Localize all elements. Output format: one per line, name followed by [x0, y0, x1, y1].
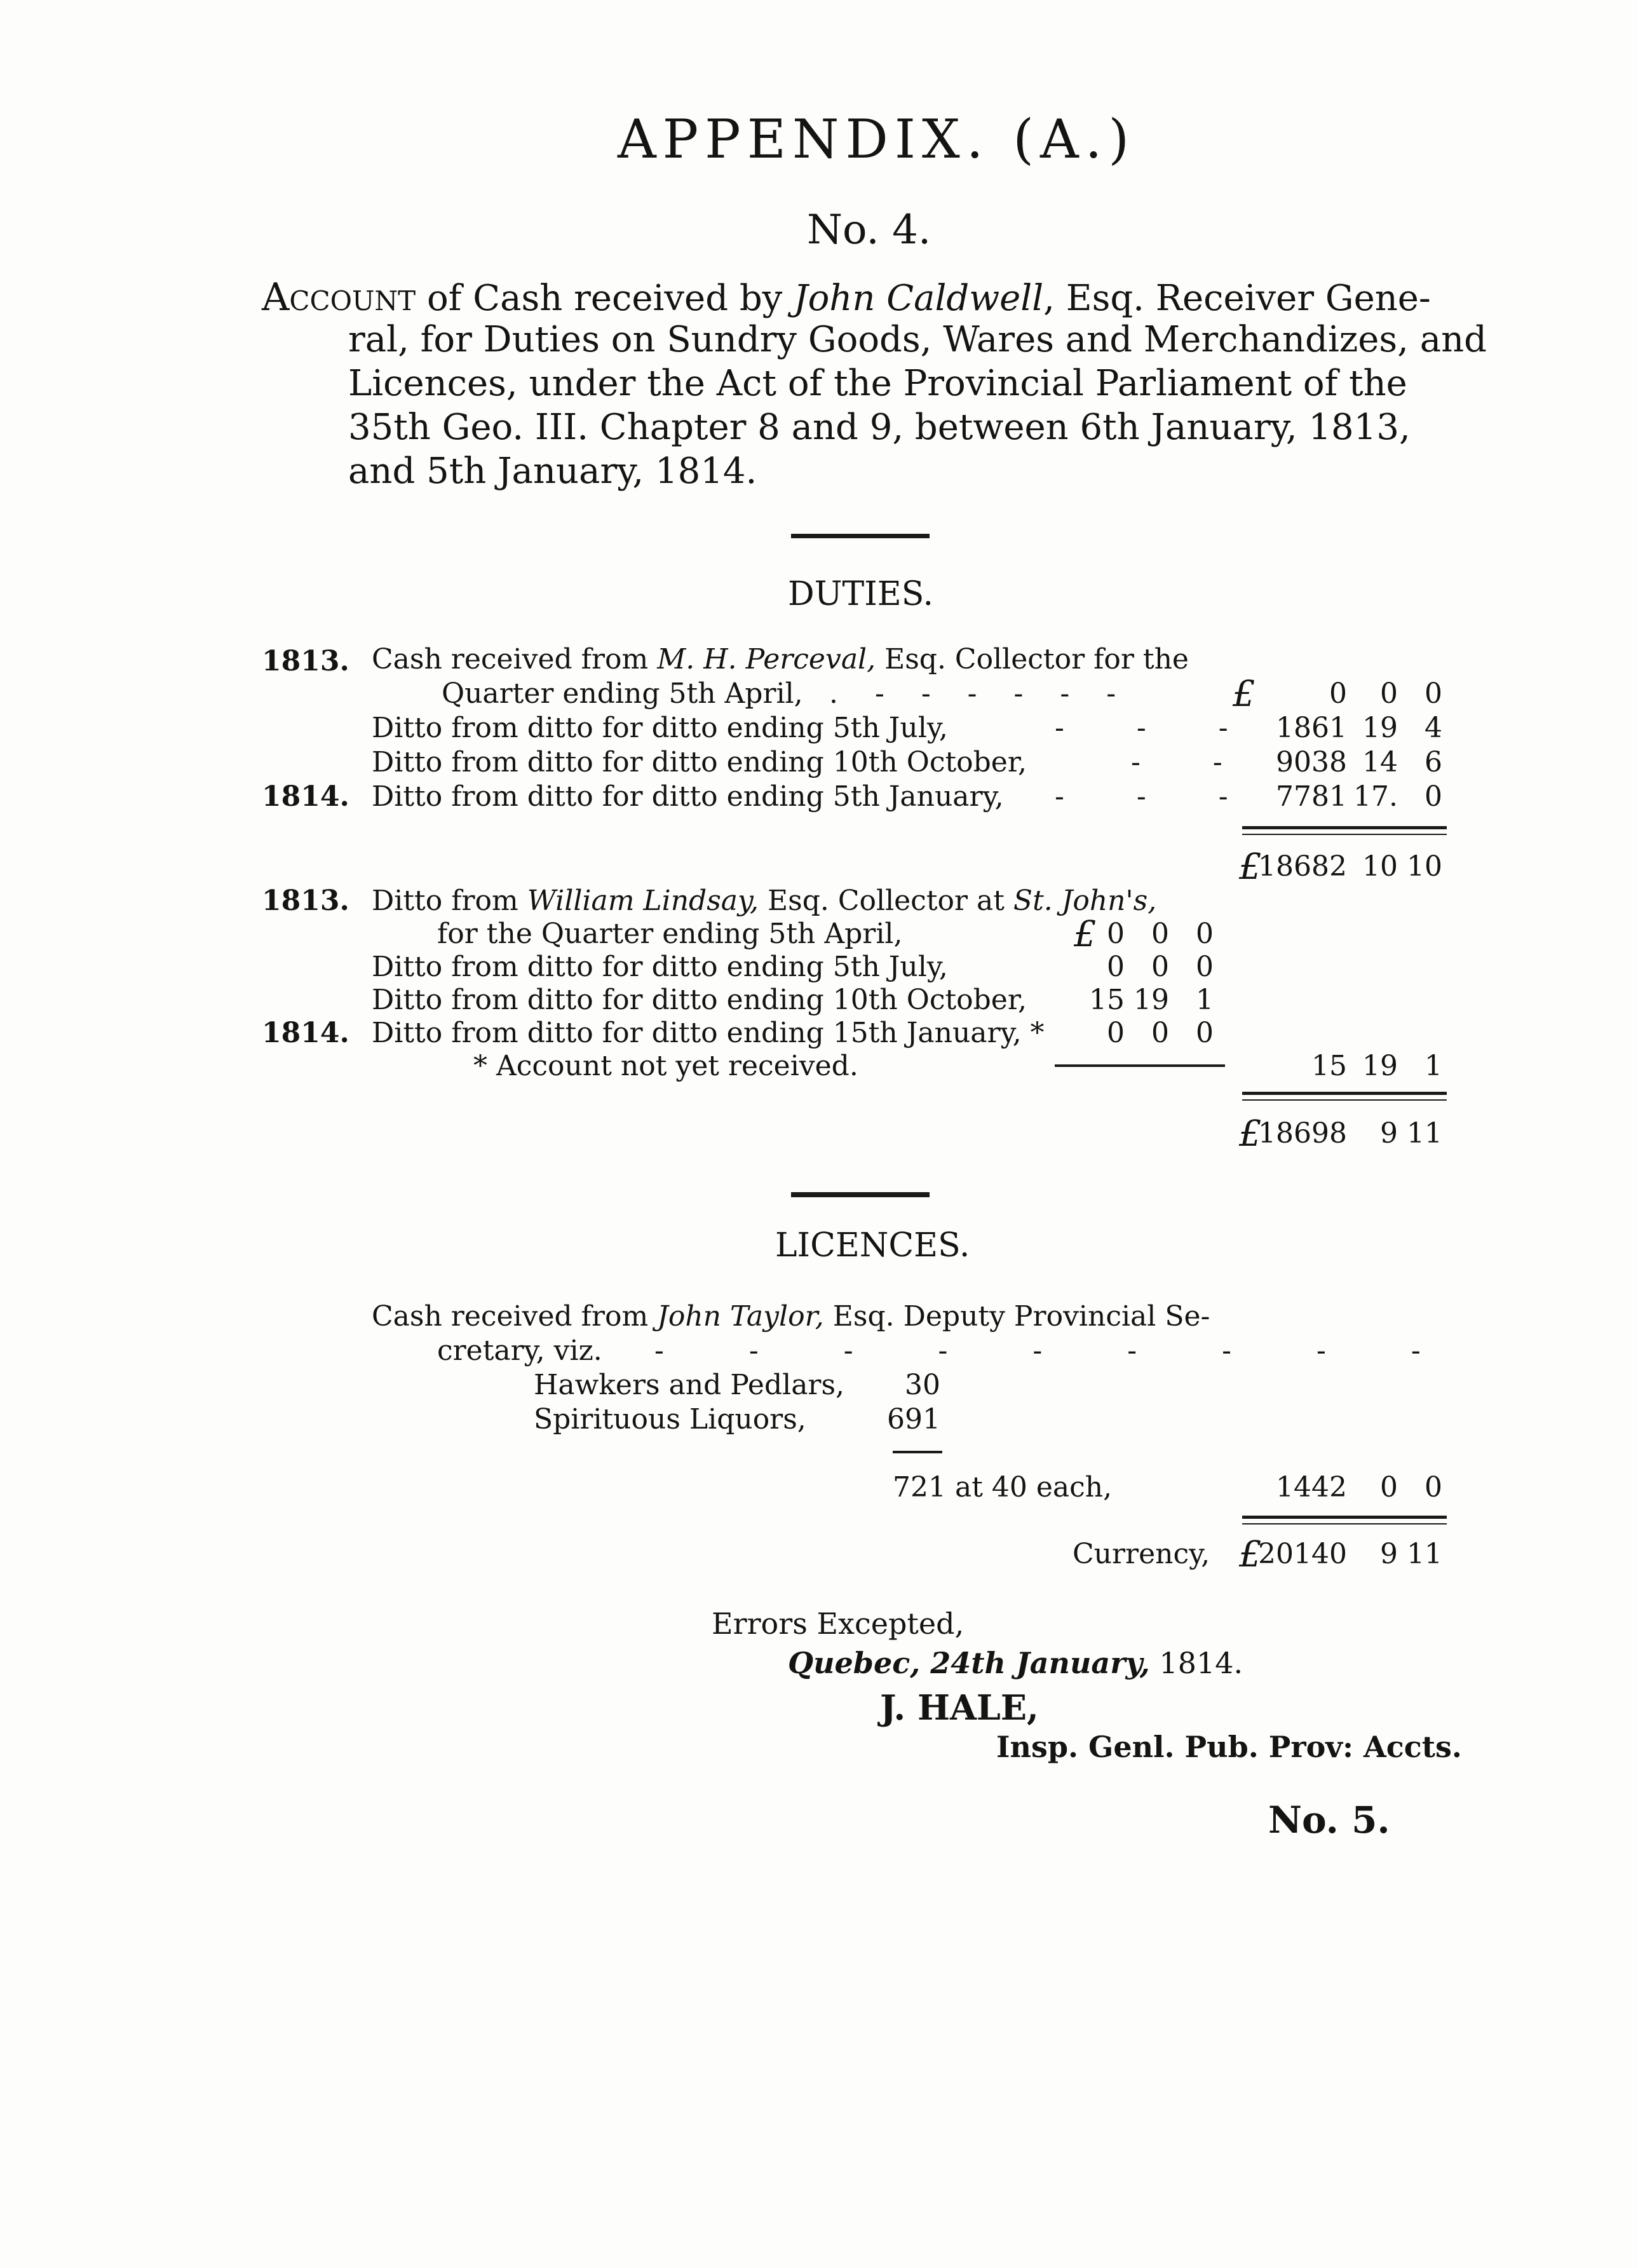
grand-total-pence: 11: [1407, 1538, 1442, 1570]
currency-symbol: £: [1233, 674, 1256, 715]
sum-rule: [1242, 1523, 1447, 1524]
sum-rule: [1242, 834, 1447, 835]
ledger-row-label: Ditto from ditto for ditto ending 10th October,: [372, 746, 1027, 778]
ledger-text: Esq. Collector for the: [876, 643, 1189, 676]
amount-shillings: 0: [1151, 951, 1169, 983]
ledger-row-label: cretary, viz.: [437, 1334, 602, 1367]
duties-total-shillings: 9: [1380, 1117, 1398, 1150]
ledger-text: Cash received from: [372, 1300, 658, 1333]
collector-name: William Lindsay,: [527, 885, 759, 917]
ledger-leader: - - -: [1055, 712, 1260, 744]
ledger-text: Esq. Collector at: [759, 885, 1013, 917]
amount-pounds: 15: [1089, 984, 1125, 1016]
carried-pence: 1: [1425, 1050, 1442, 1082]
ledger-text: Ditto from: [372, 885, 527, 917]
signer-office: Insp. Genl. Pub. Prov: Accts.: [996, 1730, 1462, 1764]
signer-name: J. HALE,: [880, 1687, 1039, 1728]
amount-shillings: 14: [1362, 746, 1398, 778]
intro-line-1: [262, 275, 1431, 320]
collector-place: St. John's,: [1013, 885, 1157, 917]
amount-pounds: 1861: [1276, 712, 1347, 744]
amount-shillings: 19: [1134, 984, 1169, 1016]
amount-shillings: 0: [1151, 918, 1169, 950]
subtotal-pence: 10: [1407, 850, 1442, 883]
duties-total-pounds: 18698: [1258, 1117, 1347, 1150]
amount-pence: 6: [1425, 746, 1442, 778]
grand-total-pounds: 20140: [1258, 1538, 1347, 1570]
ledger-row-label: Ditto from ditto for ditto ending 15th January, *: [372, 1017, 1045, 1049]
amount-shillings: 0: [1380, 677, 1398, 710]
ledger-row-label: Ditto from ditto for ditto ending 5th July,: [372, 712, 948, 744]
next-document-number: No. 5.: [1268, 1798, 1390, 1842]
amount-pounds: 0: [1107, 951, 1125, 983]
carried-pounds: 15: [1311, 1050, 1347, 1082]
page-title: APPENDIX. (A.): [618, 108, 1136, 170]
licence-amount-shillings: 0: [1380, 1471, 1398, 1504]
divider: [791, 1192, 930, 1197]
amount-pounds: 0: [1329, 677, 1347, 710]
intro-lead-word: Account: [262, 275, 416, 320]
document-number: No. 4.: [807, 207, 931, 254]
duties-lindsay-line: [372, 885, 1156, 917]
place-date: [788, 1646, 1243, 1680]
year-label: 1813.: [262, 645, 349, 677]
intro-text: , Esq. Receiver Gene-: [1043, 278, 1431, 319]
amount-pounds: 9038: [1276, 746, 1347, 778]
intro-line-3: Licences, under the Act of the Provincial Parliament of the: [348, 363, 1407, 404]
licences-line: [372, 1300, 1210, 1333]
licence-summary: 721 at 40 each,: [893, 1471, 1113, 1504]
place-date-text: Quebec, 24th January,: [788, 1646, 1150, 1680]
licence-type: Hawkers and Pedlars,: [534, 1369, 845, 1401]
amount-pence: 0: [1196, 1017, 1214, 1049]
carried-shillings: 19: [1362, 1050, 1398, 1082]
ledger-leader: - - -: [1055, 780, 1260, 813]
ledger-row-label: Ditto from ditto for ditto ending 5th January,: [372, 780, 1004, 813]
amount-shillings: 19: [1362, 712, 1398, 744]
amount-pence: 0: [1196, 951, 1214, 983]
ledger-text: Esq. Deputy Provincial Se-: [823, 1300, 1210, 1333]
licence-amount-pounds: 1442: [1276, 1471, 1347, 1504]
ledger-leader: - - - - - - - - -: [654, 1334, 1459, 1367]
ledger-row-label: Ditto from ditto for ditto ending 5th July,: [372, 951, 948, 983]
duties-total-pence: 11: [1407, 1117, 1442, 1150]
ledger-row-label: Ditto from ditto for ditto ending 10th October,: [372, 984, 1027, 1016]
grand-total-shillings: 9: [1380, 1538, 1398, 1570]
intro-receiver-name: John Caldwell: [794, 278, 1044, 319]
section-heading-duties: DUTIES.: [788, 575, 933, 613]
divider: [791, 534, 930, 538]
amount-pounds: 0: [1107, 1017, 1125, 1049]
footnote-text: * Account not yet received.: [473, 1050, 858, 1082]
amount-pence: 0: [1196, 918, 1214, 950]
collector-name: M. H. Perceval,: [657, 643, 876, 676]
ledger-text: Cash received from: [372, 643, 658, 676]
sum-rule: [1242, 826, 1447, 829]
year-label: 1814.: [262, 780, 349, 813]
currency-symbol: £: [1239, 1113, 1262, 1155]
year-label: 1814.: [262, 1017, 349, 1049]
sum-rule: [1242, 1092, 1447, 1095]
licence-count: 691: [887, 1403, 940, 1436]
sum-rule: [893, 1451, 942, 1453]
currency-symbol: £: [1239, 1534, 1262, 1575]
amount-pounds: 0: [1107, 918, 1125, 950]
subtotal-pounds: 18682: [1258, 850, 1347, 883]
currency-label: Currency,: [1073, 1538, 1210, 1570]
duties-perceval-line: [372, 643, 1189, 676]
place-date-year: 1814.: [1149, 1646, 1243, 1680]
secretary-name: John Taylor,: [657, 1300, 824, 1333]
licence-type: Spirituous Liquors,: [534, 1403, 806, 1436]
subtotal-shillings: 10: [1362, 850, 1398, 883]
currency-symbol: £: [1239, 846, 1262, 888]
ledger-row-label: for the Quarter ending 5th April,: [437, 918, 903, 950]
intro-line-4: 35th Geo. III. Chapter 8 and 9, between 6th January, 1813,: [348, 407, 1411, 448]
amount-shillings: 0: [1151, 1017, 1169, 1049]
sum-rule: [1242, 1516, 1447, 1519]
sum-rule: [1242, 1099, 1447, 1101]
amount-pence: 0: [1425, 677, 1442, 710]
currency-symbol: £: [1074, 914, 1097, 955]
amount-pence: 1: [1196, 984, 1214, 1016]
intro-text: of Cash received by: [416, 278, 794, 319]
ledger-leader: - -: [1131, 746, 1254, 778]
sum-rule: [1055, 1064, 1225, 1067]
licence-amount-pence: 0: [1425, 1471, 1442, 1504]
amount-pounds: 7781: [1276, 780, 1347, 813]
year-label: 1813.: [262, 885, 349, 917]
licence-count: 30: [905, 1369, 940, 1401]
amount-pence: 0: [1425, 780, 1442, 813]
amount-shillings: 17.: [1353, 780, 1398, 813]
section-heading-licences: LICENCES.: [775, 1226, 970, 1265]
ledger-leader: . - - - - - -: [829, 677, 1130, 710]
intro-line-5: and 5th January, 1814.: [348, 451, 757, 492]
errors-excepted: Errors Excepted,: [712, 1606, 965, 1641]
intro-line-2: ral, for Duties on Sundry Goods, Wares and Merchandizes, and: [348, 319, 1487, 360]
ledger-row-label: Quarter ending 5th April,: [442, 677, 803, 710]
amount-pence: 4: [1425, 712, 1442, 744]
